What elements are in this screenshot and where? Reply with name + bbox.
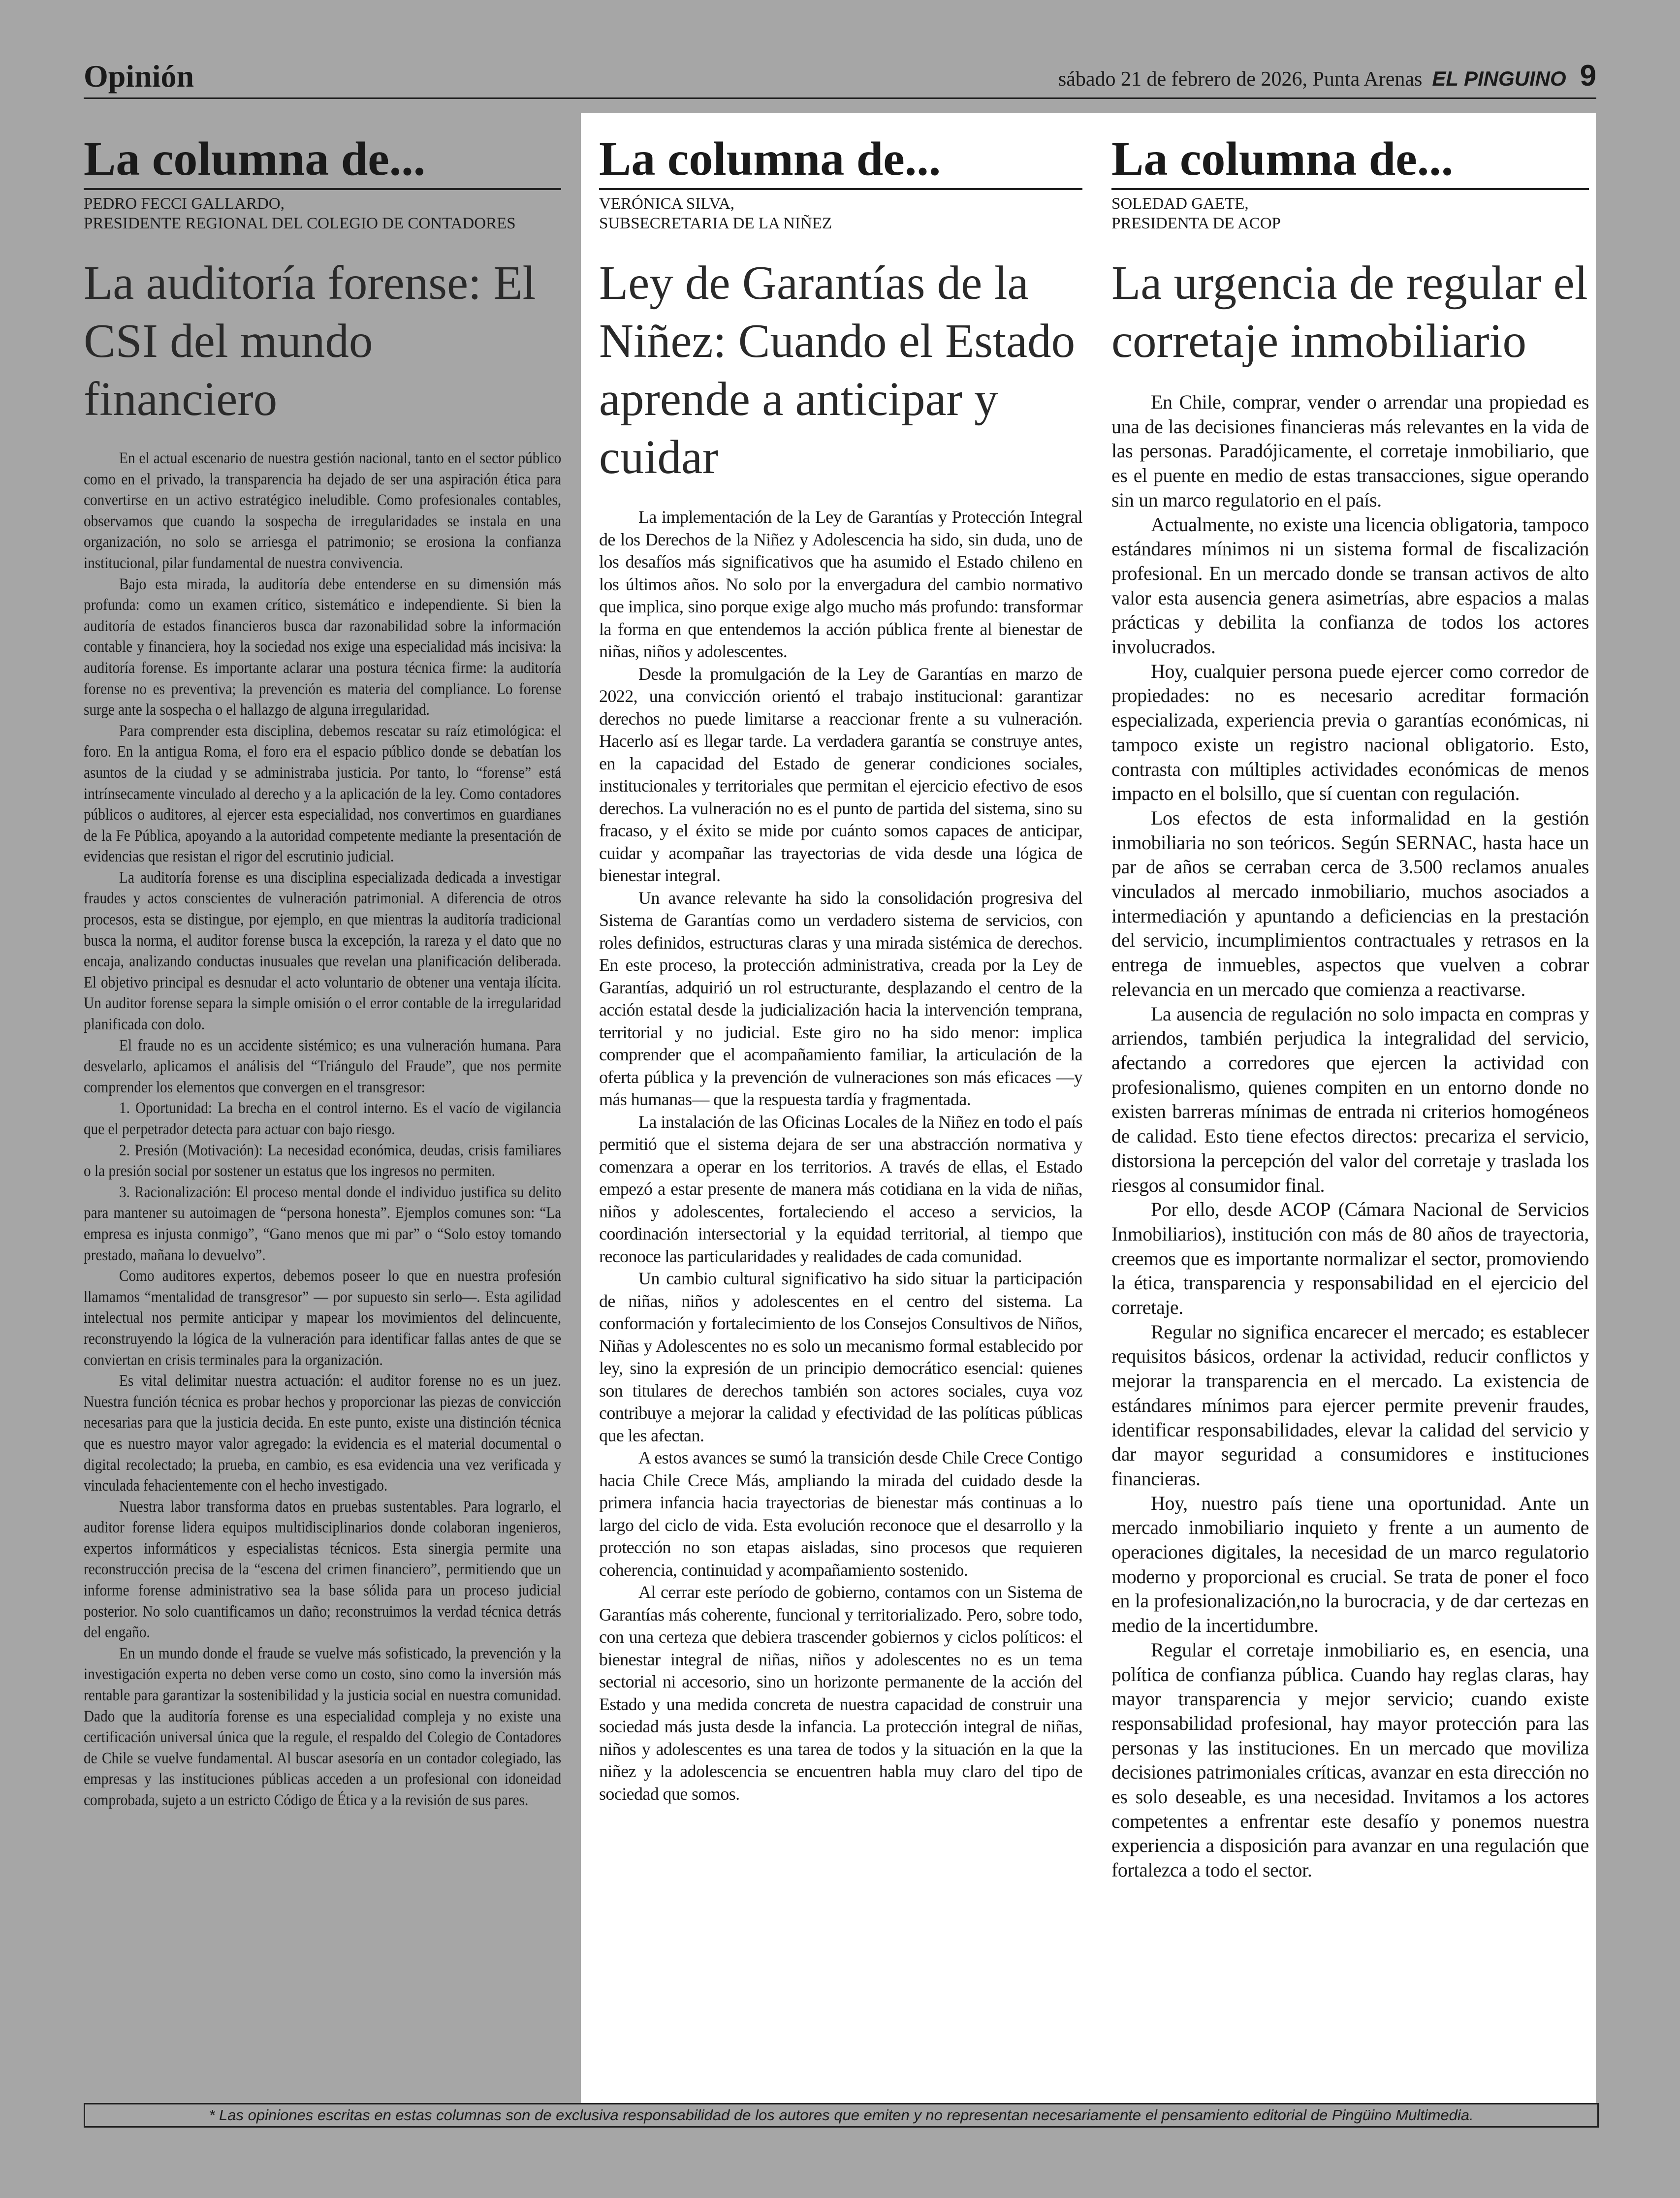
paragraph: La ausencia de regulación no solo impacta en compras y arriendos, también perjudica la integralidad del servicio, afectando a corredores que ejercen la actividad con profesionalismo, quienes compiten en un entorno donde no existen barreras mínimas de entrada ni criterios homogéneos de calidad. Esto tiene efectos directos: precariza el servicio, distorsiona la percepción del valor del corretaje y traslada los riesgos al consumidor final. (1111, 1002, 1589, 1196)
column-title: La urgencia de regular el corretaje inmobiliario (1111, 256, 1588, 367)
paragraph: Desde la promulgación de la Ley de Garantías en marzo de 2022, una convicción orientó el trabajo institucional: garantizar derechos no puede limitarse a reaccionar frente a su vulneración. Hacerlo así es llegar tarde. La verdadera garantía se construye antes, en la capacidad del Estado de generar condiciones sociales, institucionales y territoriales que permitan el ejercicio efectivo de esos derechos. La vulneración no es el punto de partida del sistema, sino su fracaso, y el éxito se mide por cuánto somos capaces de anticipar, cuidar y acompañar las trayectorias de vida desde una lógica de bienestar integral. (599, 664, 1082, 885)
paragraph: Como auditores expertos, debemos poseer lo que en nuestra profesión llamamos “mentalidad de transgresor” — por supuesto sin serlo—. Esta agilidad intelectual nos permite anticipar y mapear los movimientos del delincuente, reconstruyendo la lógica de la vulneración para identificar fallas antes de que se conviertan en crisis terminales para la organización. (84, 1267, 562, 1369)
dateline-group (1058, 59, 1596, 93)
footer-disclaimer: * Las opiniones escritas en estas columnas son de exclusiva responsabilidad de los autores que emiten y no representan necesariamente el pensamiento editorial de Pingüino Multimedia. (84, 2103, 1599, 2128)
column-byline (599, 194, 1082, 233)
paragraph: Los efectos de esta informalidad en la gestión inmobiliaria no son teóricos. Según SERNAC, hasta hace un par de años se cerraban cerca de 3.500 reclamos anuales vinculados al mercado inmobiliario, muchos asociados a intermediación y apuntando a deficiencias en la prestación del servicio, incumplimientos contractuales y retrasos en la entrega de inmuebles, aspectos que vuelven a cobrar relevancia en un mercado que comienza a reactivarse. (1111, 806, 1589, 1000)
section-title: Opinión (84, 59, 194, 94)
paragraph: A estos avances se sumó la transición desde Chile Crece Contigo hacia Chile Crece Más, ampliando la mirada del cuidado desde la primera infancia hacia trayectorias de bienestar más continuas a lo largo del ciclo de vida. Esta evolución reconoce que el desarrollo y la protección no son etapas aisladas, sino procesos que requieren coherencia, continuidad y acompañamiento sostenido. (599, 1448, 1082, 1580)
newspaper-brand: EL PINGUINO (1432, 67, 1566, 90)
column-byline (1111, 194, 1589, 233)
paragraph: En un mundo donde el fraude se vuelve más sofisticado, la prevención y la investigación experta no deben verse como un costo, sino como la inversión más rentable para garantizar la sostenibilidad y la justicia social en nuestra comunidad. Dado que la auditoría forense es una especialidad compleja y no existe una certificación universal única que la regule, el respaldo del Colegio de Contadores de Chile se vuelve fundamental. Al buscar asesoría en un contador colegiado, las empresas y las instituciones públicas acceden a un profesional con idoneidad comprobada, sujeto a un estricto Código de Ética y a la revisión de sus pares. (84, 1644, 562, 1809)
column-kicker: La columna de... (84, 132, 561, 190)
paragraph: En el actual escenario de nuestra gestión nacional, tanto en el sector público como en el privado, la transparencia ha dejado de ser una aspiración ética para convertirse en un activo estratégico ineludible. Como profesionales contables, observamos que cuando la sospecha de irregularidades se instala en una organización, no solo se arriesga el patrimonio; se erosiona la confianza institucional, pilar fundamental de nuestra convivencia. (84, 449, 562, 572)
column-kicker: La columna de... (599, 132, 1082, 190)
paragraph: Hoy, nuestro país tiene una oportunidad. Ante un mercado inmobiliario inquieto y frente a un aumento de operaciones digitales, la necesidad de un marco regulatorio moderno y proporcional es crucial. Se trata de poner el foco en la profesionalización,no la burocracia, y de dar certezas en medio de la incertidumbre. (1111, 1492, 1589, 1637)
column-title: Ley de Garantías de la Niñez: Cuando el Estado aprende a anticipar y cuidar (599, 256, 1076, 483)
column-byline (84, 194, 561, 233)
paragraph: Por ello, desde ACOP (Cámara Nacional de Servicios Inmobiliarios), institución con más de 80 años de trayectoria, creemos que es importante normalizar el sector, promoviendo la ética, transparencia y responsabilidad en el ejercicio del corretaje. (1111, 1198, 1589, 1319)
paragraph: Para comprender esta disciplina, debemos rescatar su raíz etimológica: el foro. En la antigua Roma, el foro era el espacio público donde se debatían los asuntos de la ciudad y se administraba justicia. Por tanto, lo “forense” está intrínsecamente vinculado al derecho y a la aplicación de la ley. Como contadores públicos o auditores, al ejercer esta especialidad, nos convertimos en guardianes de la Fe Pública, apoyando a la autoridad competente mediante la presentación de evidencias que resistan el rigor del escrutinio judicial. (84, 722, 562, 866)
dateline: sábado 21 de febrero de 2026, Punta Arenas (1058, 68, 1423, 91)
page-header (84, 59, 1596, 99)
paragraph: Actualmente, no existe una licencia obligatoria, tampoco estándares mínimos ni un sistema formal de fiscalización profesional. En un mercado donde se transan activos de alto valor esta ausencia genera asimetrías, abre espacios a malas prácticas y debilita la confianza de todos los actores involucrados. (1111, 513, 1589, 658)
paragraph: La instalación de las Oficinas Locales de la Niñez en todo el país permitió que el sistema dejara de ser una abstracción normativa y comenzara a operar en los territorios. A través de ellas, el Estado empezó a estar presente de manera más cotidiana en la vida de niñas, niños y adolescentes, fortaleciendo el acceso a servicios, la coordinación intersectorial y la equidad territorial, al tiempo que reconoce las particularidades y realidades de cada comunidad. (599, 1112, 1082, 1266)
column-3 (1111, 132, 1589, 1882)
paragraph: Un cambio cultural significativo ha sido situar la participación de niñas, niños y adolescentes en el centro del sistema. La conformación y fortalecimiento de los Consejos Consultivos de Niños, Niñas y Adolescentes no es solo un mecanismo formal establecido por ley, sino la expresión de un principio democrático esencial: quienes son titulares de derechos también son actores sociales, cuya voz contribuye a mejorar la calidad y efectividad de las políticas públicas que les afectan. (599, 1269, 1082, 1445)
paragraph: En Chile, comprar, vender o arrendar una propiedad es una de las decisiones financieras más relevantes en la vida de las personas. Paradójicamente, el corretaje inmobiliario, que es el puente en medio de estas transacciones, sigue operando sin un marco regulatorio en el país. (1111, 391, 1589, 511)
author-role: PRESIDENTE REGIONAL DEL COLEGIO DE CONTADORES (84, 215, 516, 232)
paragraph: El fraude no es un accidente sistémico; es una vulneración humana. Para desvelarlo, aplicamos el análisis del “Triángulo del Fraude”, que nos permite comprender los elementos que convergen en el transgresor: (84, 1036, 562, 1096)
paragraph: Nuestra labor transforma datos en pruebas sustentables. Para lograrlo, el auditor forense lidera equipos multidisciplinarios donde colaboran ingenieros, expertos informáticos y especialistas técnicos. Esta sinergia permite una reconstrucción precisa de la “escena del crimen financiero”, permitiendo que un informe forense administrativo sea la base sólida para un proceso judicial posterior. No solo cuantificamos un daño; reconstruimos la verdad técnica detrás del engaño. (84, 1497, 562, 1642)
paragraph: Un avance relevante ha sido la consolidación progresiva del Sistema de Garantías como un verdadero sistema de servicios, con roles definidos, estructuras claras y una mirada sistémica de derechos. En este proceso, la protección administrativa, creada por la Ley de Garantías, adquirió un rol estructurante, desplazando el centro de la acción estatal desde la judicialización hacia la intervención temprana, territorial y no judicial. Este giro no ha sido menor: implica comprender que el acompañamiento familiar, la articulación de la oferta pública y la prevención de vulneraciones son más eficaces —y más humanas— que la respuesta tardía y fragmentada. (599, 888, 1082, 1109)
column-body (1111, 390, 1589, 1882)
page-number: 9 (1580, 59, 1596, 92)
paragraph: Bajo esta mirada, la auditoría debe entenderse en su dimensión más profunda: como un examen crítico, sistemático e independiente. Si bien la auditoría de estados financieros busca dar razonabilidad sobre la información contable y financiera, hoy la sociedad nos exige una especialidad más incisiva: la auditoría forense. Es importante aclarar una postura técnica firme: la auditoría forense no es preventiva; la prevención es materia del compliance. Lo forense surge ante la sospecha o el hallazgo de alguna irregularidad. (84, 575, 562, 719)
paragraph: 2. Presión (Motivación): La necesidad económica, deudas, crisis familiares o la presión social por sostener un estatus que los ingresos no permiten. (84, 1141, 562, 1180)
author-name: SOLEDAD GAETE, (1111, 195, 1249, 213)
paragraph: La implementación de la Ley de Garantías y Protección Integral de los Derechos de la Niñez y Adolescencia ha sido, sin duda, uno de los desafíos más significativos que ha asumido el Estado chileno en los últimos años. No solo por la envergadura del cambio normativo que implica, sino porque exige algo mucho más profundo: transformar la forma en que entendemos la acción pública frente al bienestar de niñas, niños y adolescentes. (599, 507, 1082, 661)
author-name: PEDRO FECCI GALLARDO, (84, 195, 285, 213)
paragraph: Regular el corretaje inmobiliario es, en esencia, una política de confianza pública. Cuando hay reglas claras, hay mayor transparencia y mejor servicio; cuando existe responsabilidad profesional, hay mayor protección para las personas y las instituciones. En un mercado que moviliza decisiones patrimoniales críticas, avanzar en esta dirección no es solo deseable, es una necesidad. Invitamos a los actores competentes a enfrentar este desafío y ponemos nuestra experiencia a disposición para avanzar en una regulación que fortalezca a todo el sector. (1111, 1638, 1589, 1881)
column-body (84, 448, 561, 1811)
column-kicker: La columna de... (1111, 132, 1589, 190)
paragraph: 1. Oportunidad: La brecha en el control interno. Es el vacío de vigilancia que el perpetrador detecta para actuar con bajo riesgo. (84, 1099, 562, 1138)
author-role: SUBSECRETARIA DE LA NIÑEZ (599, 215, 832, 232)
paragraph: 3. Racionalización: El proceso mental donde el individuo justifica su delito para mantener su autoimagen de “persona honesta”. Ejemplos comunes son: “La empresa es injusta conmigo”, “Gano menos que mi par” o “Solo estoy tomando prestado, mañana lo devuelvo”. (84, 1183, 562, 1264)
column-1 (84, 132, 561, 1811)
paragraph: La auditoría forense es una disciplina especializada dedicada a investigar fraudes y actos conscientes de vulneración patrimonial. A diferencia de otros procesos, esta se distingue, por ejemplo, en que mientras la auditoría tradicional busca la norma, el auditor forense busca la excepción, la rareza y el dato que no encaja, analizando conductas inusuales que revelan una planificación deliberada. El objetivo principal es desnudar el acto voluntario de obtener una ventaja ilícita. Un auditor forense separa la simple omisión o el error contable de la irregularidad planificada con dolo. (84, 868, 562, 1034)
author-role: PRESIDENTA DE ACOP (1111, 215, 1281, 232)
paragraph: Regular no significa encarecer el mercado; es establecer requisitos básicos, ordenar la actividad, reducir conflictos y mejorar la transparencia en el mercado. La existencia de estándares mínimos para ejercer permite prevenir fraudes, identificar responsabilidades, elevar la calidad del servicio y dar mayor seguridad a consumidores e instituciones financieras. (1111, 1320, 1589, 1490)
author-name: VERÓNICA SILVA, (599, 195, 735, 213)
paragraph: Es vital delimitar nuestra actuación: el auditor forense no es un juez. Nuestra función técnica es probar hechos y proporcionar las piezas de convicción necesarias para que la justicia decida. En este punto, existe una distinción técnica que es nuestro mayor valor agregado: la evidencia es el material documental o digital recolectado; la prueba, en cambio, es esa evidencia una vez verificada y vinculada fehacientemente con el hecho investigado. (84, 1372, 562, 1495)
column-title: La auditoría forense: El CSI del mundo financiero (84, 256, 536, 425)
paragraph: Hoy, cualquier persona puede ejercer como corredor de propiedades: no es necesario acreditar formación especializada, experiencia previa o garantías económicas, ni tampoco existe un registro nacional obligatorio. Esto, contrasta con múltiples actividades económicas de menos impacto en el bolsillo, que sí cuentan con regulación. (1111, 660, 1589, 805)
column-body (599, 506, 1082, 1805)
paragraph: Al cerrar este período de gobierno, contamos con un Sistema de Garantías más coherente, funcional y territorializado. Pero, sobre todo, con una certeza que debiera trascender gobiernos y ciclos políticos: el bienestar integral de niñas, niños y adolescentes no es un tema sectorial ni accesorio, sino un horizonte permanente de la acción del Estado y una medida concreta de nuestra capacidad de construir una sociedad más justa desde la infancia. La protección integral de niñas, niños y adolescentes es una tarea de todos y la situación en la que la niñez y la adolescencia se encuentren habla muy claro del tipo de sociedad que somos. (599, 1582, 1082, 1804)
column-2 (599, 132, 1082, 1805)
